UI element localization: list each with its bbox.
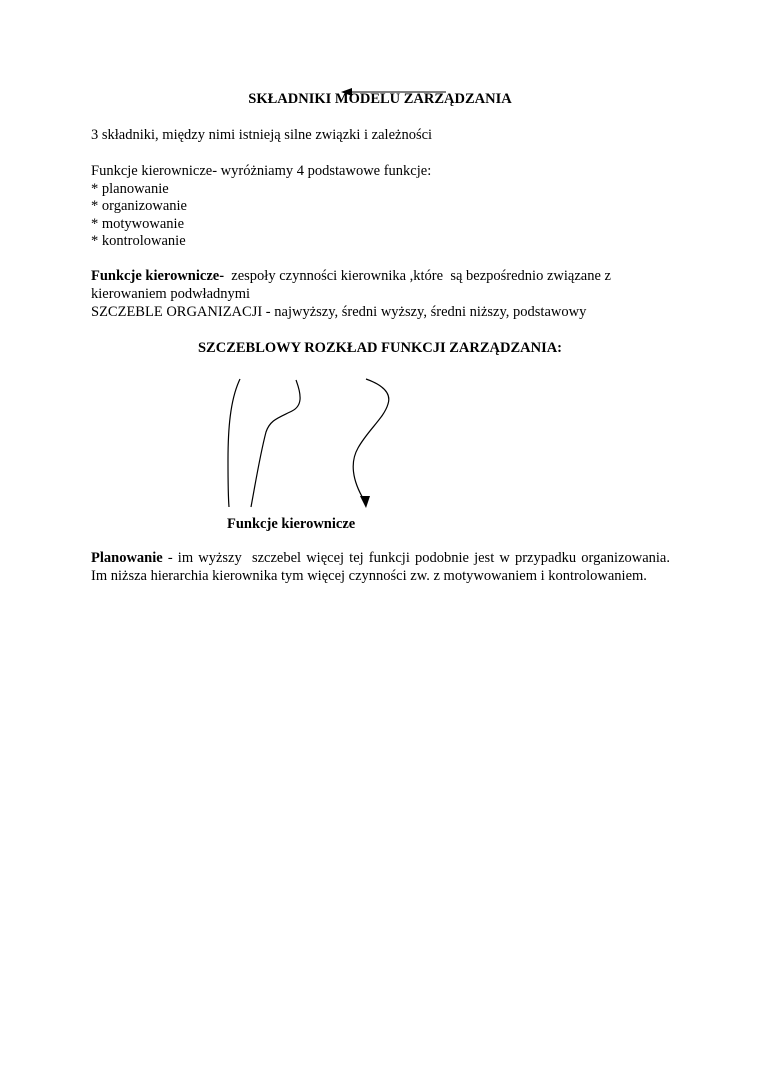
planning-term: Planowanie xyxy=(91,550,163,566)
planning-paragraph xyxy=(91,550,674,585)
intro-line: 3 składniki, między nimi istnieją silne związki i zależności xyxy=(91,127,433,143)
diagram-label: Funkcje kierownicze xyxy=(227,516,356,532)
definition-paragraph xyxy=(91,268,651,303)
arrowhead-icon xyxy=(360,496,370,508)
definition-term: Funkcje kierownicze- xyxy=(91,268,225,284)
levels-line: SZCZEBLE ORGANIZACJI - najwyższy, średni wyższy, średni niższy, podstawowy xyxy=(91,304,587,320)
list-item: * planowanie xyxy=(91,181,169,197)
document-title: SKŁADNIKI MODELU ZARZĄDZANIA xyxy=(248,91,512,107)
diagram-heading: SZCZEBLOWY ROZKŁAD FUNKCJI ZARZĄDZANIA: xyxy=(197,340,563,356)
list-item: * kontrolowanie xyxy=(91,233,186,249)
functions-heading: Funkcje kierownicze- wyróżniamy 4 podstawowe funkcje: xyxy=(91,163,432,179)
curve-left-line xyxy=(228,379,240,507)
curve-right-arrow-line xyxy=(353,379,389,500)
list-item: * organizowanie xyxy=(91,198,187,214)
curve-middle-line xyxy=(251,380,300,507)
planning-text: - im wyższy szczebel więcej tej funkcji podobnie jest w przypadku organizowania. Im niższa hierarchia kierownika tym więcej czynności zw. z motywowaniem i kontrolowaniem. xyxy=(91,550,674,584)
definition-text: zespoły czynności kierownika ,które są bezpośrednio związane z kierowaniem podwładnymi xyxy=(91,268,615,302)
list-item: * motywowanie xyxy=(91,216,185,232)
